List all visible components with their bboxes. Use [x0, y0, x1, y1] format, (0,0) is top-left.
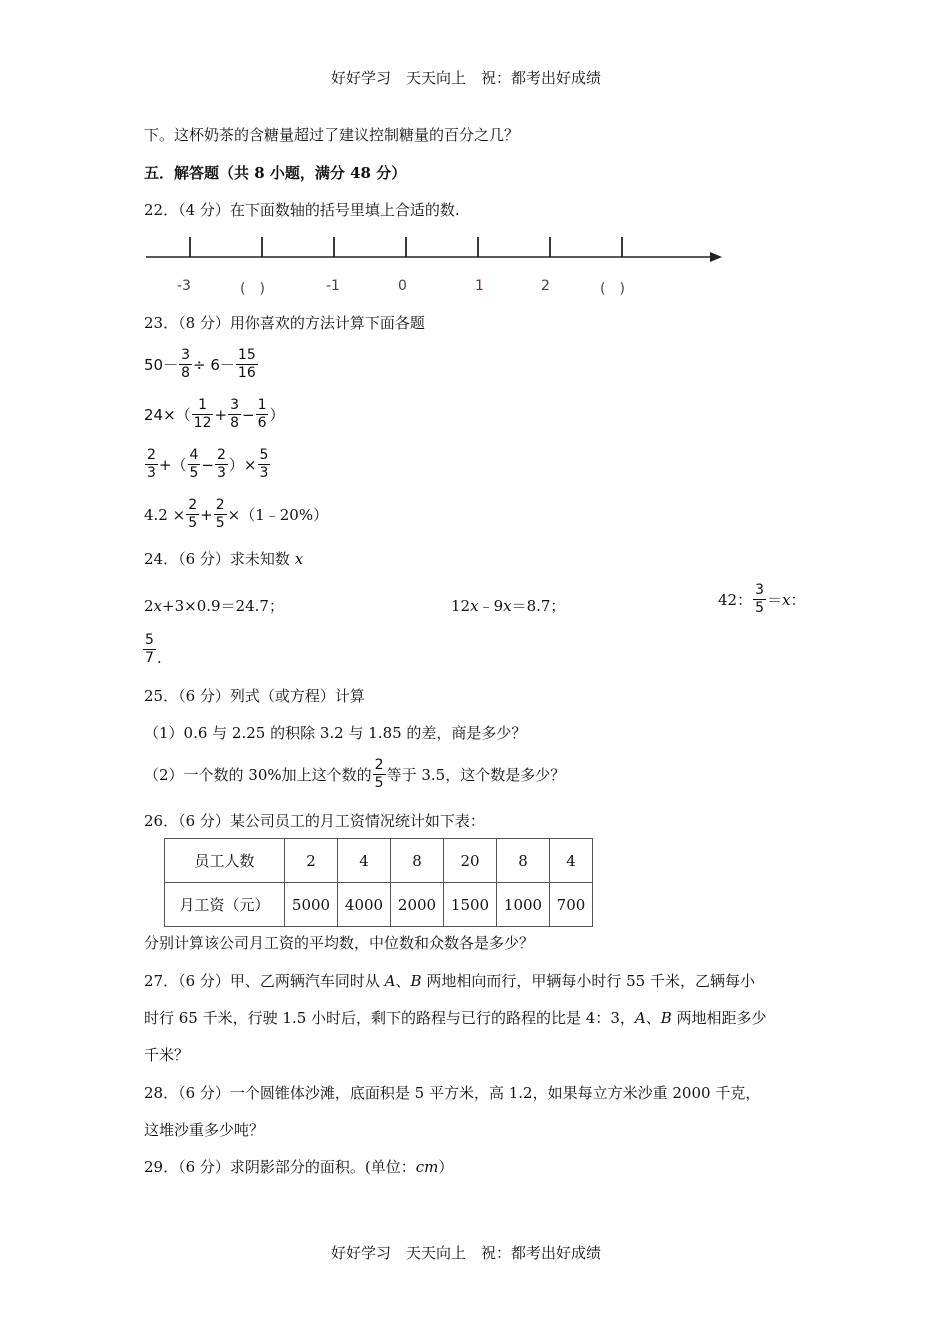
fraction: $\frac{1}{12}$ [193, 397, 212, 431]
section-title: 五．解答题（共 8 小题，满分 48 分） [144, 164, 407, 182]
tick-label-blank: ( ) [600, 281, 625, 297]
number-line [140, 230, 740, 270]
equation-3-continued: $\frac{5}{7}$ . [145, 632, 162, 667]
tick-label: 2 [541, 278, 550, 294]
table-row: 月工资（元） 5000 4000 2000 1500 1000 700 [165, 883, 593, 927]
expression-1: 50－ $\frac{3}{8}$ ÷ 6－ $\frac{15}{16}$ [144, 347, 256, 381]
q29-prompt: 29．（6 分）求阴影部分的面积。(单位：cm） [144, 1158, 454, 1176]
fraction: $\frac{3}{8}$ [230, 397, 239, 431]
q21-continued: 下。这杯奶茶的含糖量超过了建议控制糖量的百分之几？ [144, 126, 520, 144]
fraction: $\frac{15}{16}$ [237, 347, 256, 381]
q26-prompt: 26．（6 分）某公司员工的月工资情况统计如下表： [144, 812, 485, 830]
fraction: $\frac{5}{7}$ [145, 632, 154, 666]
fraction: $\frac{3}{8}$ [181, 347, 191, 381]
tick-label: 0 [398, 278, 407, 294]
tick-label-blank: ( ) [240, 281, 265, 297]
q22-prompt: 22．（4 分）在下面数轴的括号里填上合适的数. [144, 201, 460, 219]
wage-table [164, 838, 593, 927]
expression-2: 24×（ $\frac{1}{12}$ + $\frac{3}{8}$ − $\frac{1}{6}$ ） [144, 397, 285, 431]
fraction: $\frac{2}{3}$ [217, 447, 226, 481]
q27-line-2: 时行 65 千米，行驶 1.5 小时后，剩下的路程与已行的路程的比是 4：3，A、B 两地相距多少 [144, 1009, 767, 1027]
tick-label: -1 [326, 278, 340, 294]
q25-prompt: 25．（6 分）列式（或方程）计算 [144, 687, 365, 705]
expression-4: 4.2 × $\frac{2}{5}$ + $\frac{2}{5}$ ×（1﹣20%） [144, 497, 329, 531]
q25-part-2: （2）一个数的 30%加上这个数的 $\frac{2}{5}$ 等于 3.5，这个数是多少？ [144, 757, 566, 791]
fraction: $\frac{2}{5}$ [188, 497, 198, 531]
fraction: $\frac{5}{3}$ [259, 447, 269, 481]
page-header: 好好学习 天天向上 祝：都考出好成绩 [331, 69, 602, 87]
q26-question: 分别计算该公司月工资的平均数，中位数和众数各是多少？ [144, 934, 535, 952]
page-footer: 好好学习 天天向上 祝：都考出好成绩 [331, 1244, 602, 1262]
q23-prompt: 23．（8 分）用你喜欢的方法计算下面各题 [144, 314, 425, 332]
fraction: $\frac{2}{3}$ [147, 447, 156, 481]
q27-line-3: 千米？ [144, 1046, 190, 1064]
table-row: 员工人数 2 4 8 20 8 4 [165, 839, 593, 883]
equation-2: 12x﹣9x＝8.7； [451, 597, 566, 615]
expression-3: $\frac{2}{3}$ +（ $\frac{4}{5}$ − $\frac{2}{3}$ ）× $\frac{5}{3}$ [147, 447, 269, 481]
fraction: $\frac{2}{5}$ [215, 497, 225, 531]
q28-line-1: 28．（6 分）一个圆锥体沙滩，底面积是 5 平方米，高 1.2，如果每立方米沙重 2000 千克， [144, 1084, 761, 1102]
fraction: $\frac{1}{6}$ [257, 397, 267, 431]
tick-label: 1 [475, 278, 484, 294]
tick-label: -3 [177, 278, 191, 294]
fraction: $\frac{2}{5}$ [374, 757, 384, 791]
fraction: $\frac{3}{5}$ [755, 582, 765, 616]
fraction: $\frac{4}{5}$ [189, 447, 199, 481]
equation-3: 42： $\frac{3}{5}$ ＝ x ： [718, 582, 806, 616]
equation-1: 2x+3×0.9＝24.7； [144, 597, 284, 615]
q28-line-2: 这堆沙重多少吨？ [144, 1121, 265, 1139]
q24-prompt: 24．（6 分）求未知数 x [144, 550, 304, 568]
q25-part-1: （1）0.6 与 2.25 的积除 3.2 与 1.85 的差，商是多少？ [144, 724, 527, 742]
q27-line-1: 27．（6 分）甲、乙两辆汽车同时从 A、B 两地相向而行，甲辆每小时行 55 千米，乙辆每小 [144, 972, 755, 990]
